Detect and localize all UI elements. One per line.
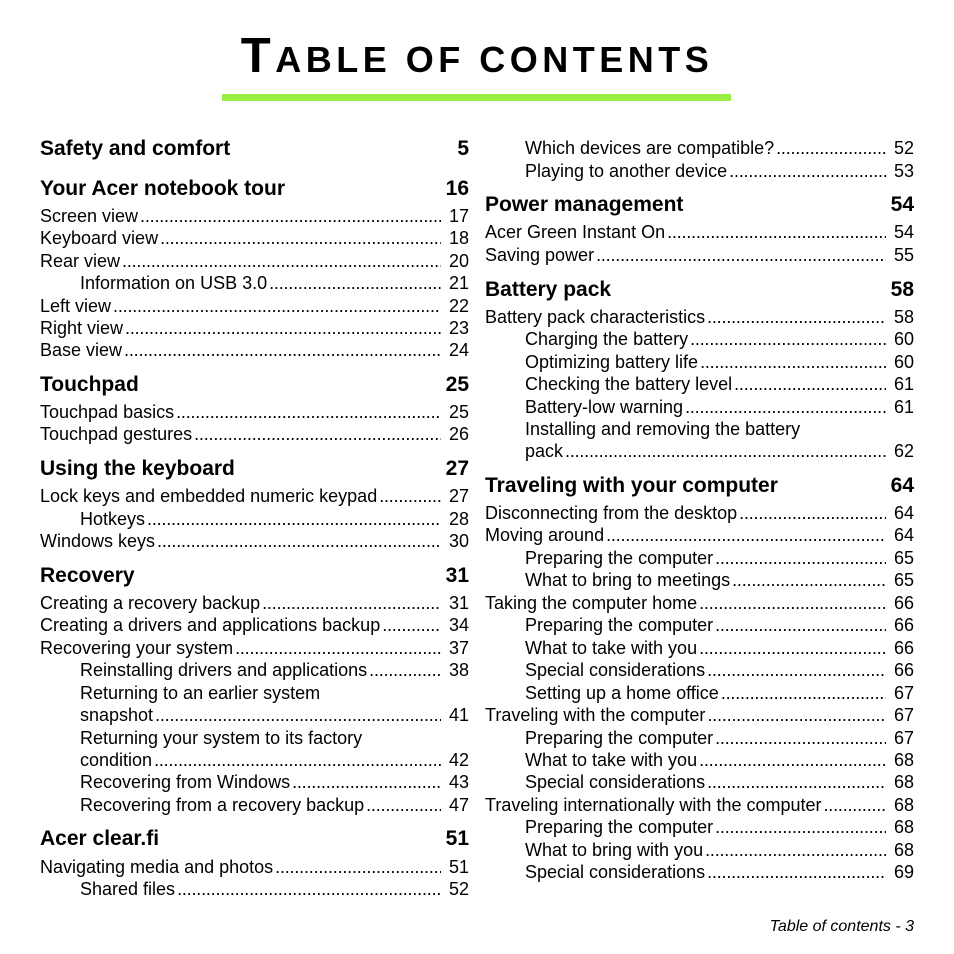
toc-entry[interactable] bbox=[40, 295, 469, 317]
entry-label: Preparing the computer bbox=[525, 817, 714, 837]
dot-leader bbox=[685, 396, 886, 418]
entry-label: Which devices are compatible? bbox=[525, 138, 775, 158]
dot-leader bbox=[734, 373, 886, 395]
toc-entry[interactable] bbox=[40, 794, 469, 816]
toc-entry[interactable] bbox=[485, 244, 914, 266]
section-page: 27 bbox=[445, 457, 469, 480]
toc-entry[interactable] bbox=[485, 440, 914, 462]
entry-label: Recovering your system bbox=[40, 638, 234, 658]
page-title-initial: T bbox=[240, 29, 276, 83]
dot-leader bbox=[292, 771, 441, 793]
entry-page: 66 bbox=[893, 660, 914, 680]
entry-label: Recovering from a recovery backup bbox=[80, 795, 365, 815]
dot-leader bbox=[715, 614, 886, 636]
entry-page: 21 bbox=[448, 273, 469, 293]
dot-leader bbox=[177, 878, 441, 900]
toc-section[interactable] bbox=[40, 456, 469, 482]
entry-label: Right view bbox=[40, 318, 124, 338]
toc-entry[interactable] bbox=[40, 592, 469, 614]
toc-entry-first-line[interactable]: Returning to an earlier system bbox=[80, 683, 321, 703]
entry-page: 68 bbox=[893, 772, 914, 792]
entry-page: 43 bbox=[448, 772, 469, 792]
entry-label: Navigating media and photos bbox=[40, 857, 274, 877]
section-page: 31 bbox=[445, 564, 469, 587]
entry-page: 66 bbox=[893, 615, 914, 635]
entry-page: 67 bbox=[893, 683, 914, 703]
entry-page: 67 bbox=[893, 728, 914, 748]
entry-label: What to bring to meetings bbox=[525, 570, 731, 590]
toc-entry[interactable] bbox=[40, 272, 469, 294]
title-underline bbox=[222, 94, 731, 101]
toc-entry[interactable] bbox=[40, 878, 469, 900]
entry-label: Charging the battery bbox=[525, 329, 689, 349]
entry-label: pack bbox=[525, 441, 564, 461]
entry-page: 65 bbox=[893, 548, 914, 568]
toc-section[interactable] bbox=[40, 372, 469, 398]
entry-page: 62 bbox=[893, 441, 914, 461]
entry-page: 30 bbox=[448, 531, 469, 551]
toc-entry[interactable] bbox=[485, 306, 914, 328]
entry-page: 41 bbox=[448, 705, 469, 725]
entry-label: Saving power bbox=[485, 245, 595, 265]
entry-page: 23 bbox=[448, 318, 469, 338]
entry-label: What to bring with you bbox=[525, 840, 704, 860]
toc-section[interactable] bbox=[40, 176, 469, 202]
section-title: Recovery bbox=[40, 564, 135, 587]
entry-page: 38 bbox=[448, 660, 469, 680]
dot-leader bbox=[729, 160, 886, 182]
toc-section[interactable] bbox=[485, 473, 914, 499]
toc-entry[interactable] bbox=[485, 727, 914, 749]
toc-entry[interactable] bbox=[485, 614, 914, 636]
entry-page: 58 bbox=[893, 307, 914, 327]
toc-entry[interactable] bbox=[485, 659, 914, 681]
entry-page: 61 bbox=[893, 397, 914, 417]
dot-leader bbox=[715, 816, 886, 838]
dot-leader bbox=[124, 339, 441, 361]
entry-page: 31 bbox=[448, 593, 469, 613]
dot-leader bbox=[715, 547, 886, 569]
entry-label: Traveling with the computer bbox=[485, 705, 706, 725]
dot-leader bbox=[707, 704, 886, 726]
entry-label: Reinstalling drivers and applications bbox=[80, 660, 368, 680]
toc-entry[interactable] bbox=[485, 704, 914, 726]
entry-label: condition bbox=[80, 750, 153, 770]
dot-leader bbox=[369, 659, 441, 681]
entry-label: Battery-low warning bbox=[525, 397, 684, 417]
toc-entry[interactable] bbox=[485, 137, 914, 159]
dot-leader bbox=[262, 592, 441, 614]
entry-label: snapshot bbox=[80, 705, 154, 725]
entry-label: Special considerations bbox=[525, 862, 706, 882]
entry-label: Checking the battery level bbox=[525, 374, 733, 394]
page-title bbox=[0, 26, 954, 90]
entry-label: Creating a recovery backup bbox=[40, 593, 261, 613]
entry-label: Setting up a home office bbox=[525, 683, 719, 703]
toc-entry[interactable] bbox=[40, 530, 469, 552]
entry-label: Special considerations bbox=[525, 660, 706, 680]
section-title: Power management bbox=[485, 193, 684, 216]
section-page: 5 bbox=[457, 137, 469, 160]
section-page: 58 bbox=[890, 278, 914, 301]
entry-label: Keyboard view bbox=[40, 228, 159, 248]
toc-entry[interactable] bbox=[40, 659, 469, 681]
toc-entry[interactable] bbox=[40, 401, 469, 423]
toc-entry[interactable] bbox=[485, 502, 914, 524]
entry-label: What to take with you bbox=[525, 750, 698, 770]
dot-leader bbox=[707, 771, 886, 793]
entry-page: 47 bbox=[448, 795, 469, 815]
dot-leader bbox=[113, 295, 441, 317]
dot-leader bbox=[699, 749, 886, 771]
dot-leader bbox=[700, 351, 886, 373]
entry-label: Traveling internationally with the computer bbox=[485, 795, 822, 815]
dot-leader bbox=[721, 682, 886, 704]
entry-page: 61 bbox=[893, 374, 914, 394]
toc-entry[interactable] bbox=[40, 749, 469, 771]
entry-label: Taking the computer home bbox=[485, 593, 698, 613]
entry-label: Disconnecting from the desktop bbox=[485, 503, 738, 523]
toc-entry[interactable] bbox=[40, 614, 469, 636]
entry-page: 65 bbox=[893, 570, 914, 590]
section-title: Traveling with your computer bbox=[485, 474, 778, 497]
dot-leader bbox=[699, 637, 886, 659]
entry-page: 25 bbox=[448, 402, 469, 422]
entry-page: 20 bbox=[448, 251, 469, 271]
dot-leader bbox=[379, 485, 441, 507]
toc-entry-first-line[interactable]: Returning your system to its factory bbox=[80, 728, 363, 748]
entry-page: 68 bbox=[893, 840, 914, 860]
entry-label: Recovering from Windows bbox=[80, 772, 291, 792]
dot-leader bbox=[707, 306, 886, 328]
section-page: 64 bbox=[890, 474, 914, 497]
section-title: Your Acer notebook tour bbox=[40, 177, 286, 200]
toc-entry[interactable] bbox=[40, 771, 469, 793]
entry-label: Preparing the computer bbox=[525, 728, 714, 748]
toc-section[interactable] bbox=[40, 563, 469, 589]
entry-page: 26 bbox=[448, 424, 469, 444]
dot-leader bbox=[275, 856, 441, 878]
entry-page: 55 bbox=[893, 245, 914, 265]
toc-section[interactable] bbox=[485, 192, 914, 218]
entry-page: 64 bbox=[893, 525, 914, 545]
toc-entry[interactable] bbox=[485, 328, 914, 350]
dot-leader bbox=[690, 328, 886, 350]
toc-entry[interactable] bbox=[485, 749, 914, 771]
entry-label: Information on USB 3.0 bbox=[80, 273, 268, 293]
entry-page: 28 bbox=[448, 509, 469, 529]
entry-page: 34 bbox=[448, 615, 469, 635]
toc-entry[interactable] bbox=[40, 637, 469, 659]
dot-leader bbox=[122, 250, 441, 272]
dot-leader bbox=[125, 317, 441, 339]
entry-page: 22 bbox=[448, 296, 469, 316]
toc-entry[interactable] bbox=[485, 524, 914, 546]
entry-label: Preparing the computer bbox=[525, 548, 714, 568]
entry-label: Special considerations bbox=[525, 772, 706, 792]
entry-label: Battery pack characteristics bbox=[485, 307, 706, 327]
dot-leader bbox=[565, 440, 886, 462]
toc-section[interactable] bbox=[485, 277, 914, 303]
entry-page: 68 bbox=[893, 795, 914, 815]
entry-label: Optimizing battery life bbox=[525, 352, 699, 372]
entry-label: Playing to another device bbox=[525, 161, 728, 181]
dot-leader bbox=[176, 401, 441, 423]
entry-page: 53 bbox=[893, 161, 914, 181]
entry-label: Touchpad gestures bbox=[40, 424, 193, 444]
entry-label: Base view bbox=[40, 340, 123, 360]
dot-leader bbox=[235, 637, 441, 659]
dot-leader bbox=[269, 272, 441, 294]
dot-leader bbox=[147, 508, 441, 530]
dot-leader bbox=[154, 749, 441, 771]
dot-leader bbox=[157, 530, 441, 552]
toc-entry[interactable] bbox=[485, 816, 914, 838]
entry-label: Hotkeys bbox=[80, 509, 146, 529]
toc-section[interactable] bbox=[40, 136, 469, 162]
entry-label: Lock keys and embedded numeric keypad bbox=[40, 486, 378, 506]
section-page: 25 bbox=[445, 373, 469, 396]
entry-page: 54 bbox=[893, 222, 914, 242]
dot-leader bbox=[739, 502, 886, 524]
entry-label: Left view bbox=[40, 296, 112, 316]
page-title-rest: ABLE OF CONTENTS bbox=[275, 39, 714, 80]
toc-entry[interactable] bbox=[40, 317, 469, 339]
toc-entry[interactable] bbox=[485, 351, 914, 373]
toc-entry[interactable] bbox=[485, 794, 914, 816]
section-title: Acer clear.fi bbox=[40, 827, 160, 850]
entry-page: 66 bbox=[893, 638, 914, 658]
dot-leader bbox=[705, 839, 886, 861]
entry-page: 60 bbox=[893, 352, 914, 372]
entry-page: 37 bbox=[448, 638, 469, 658]
entry-label: Screen view bbox=[40, 206, 139, 226]
toc-entry[interactable] bbox=[485, 160, 914, 182]
entry-label: Acer Green Instant On bbox=[485, 222, 666, 242]
entry-page: 52 bbox=[448, 879, 469, 899]
entry-page: 66 bbox=[893, 593, 914, 613]
section-page: 16 bbox=[445, 177, 469, 200]
dot-leader bbox=[606, 524, 886, 546]
toc-entry[interactable] bbox=[485, 373, 914, 395]
dot-leader bbox=[160, 227, 441, 249]
dot-leader bbox=[382, 614, 441, 636]
dot-leader bbox=[366, 794, 441, 816]
toc-entry[interactable] bbox=[40, 508, 469, 530]
dot-leader bbox=[776, 137, 886, 159]
toc-entry[interactable] bbox=[485, 637, 914, 659]
dot-leader bbox=[596, 244, 886, 266]
toc-entry[interactable] bbox=[485, 771, 914, 793]
section-page: 51 bbox=[445, 827, 469, 850]
toc-entry[interactable] bbox=[485, 221, 914, 243]
toc-entry[interactable] bbox=[40, 704, 469, 726]
entry-page: 60 bbox=[893, 329, 914, 349]
entry-page: 51 bbox=[448, 857, 469, 877]
entry-label: Rear view bbox=[40, 251, 121, 271]
dot-leader bbox=[155, 704, 441, 726]
entry-label: Windows keys bbox=[40, 531, 156, 551]
toc-entry[interactable] bbox=[40, 423, 469, 445]
section-title: Using the keyboard bbox=[40, 457, 235, 480]
toc-entry[interactable] bbox=[485, 569, 914, 591]
dot-leader bbox=[732, 569, 886, 591]
toc-entry[interactable] bbox=[40, 856, 469, 878]
entry-page: 69 bbox=[893, 862, 914, 882]
dot-leader bbox=[194, 423, 441, 445]
toc-entry[interactable] bbox=[40, 205, 469, 227]
entry-page: 27 bbox=[448, 486, 469, 506]
entry-label: Moving around bbox=[485, 525, 605, 545]
toc-entry-first-line[interactable]: Installing and removing the battery bbox=[525, 419, 801, 439]
dot-leader bbox=[824, 794, 887, 816]
toc-entry[interactable] bbox=[40, 485, 469, 507]
section-title: Touchpad bbox=[40, 373, 139, 396]
entry-label: Creating a drivers and applications backup bbox=[40, 615, 381, 635]
entry-page: 17 bbox=[448, 206, 469, 226]
entry-page: 52 bbox=[893, 138, 914, 158]
dot-leader bbox=[140, 205, 441, 227]
toc-entry[interactable] bbox=[40, 250, 469, 272]
entry-page: 68 bbox=[893, 750, 914, 770]
toc-section[interactable] bbox=[40, 826, 469, 852]
dot-leader bbox=[715, 727, 886, 749]
entry-label: Shared files bbox=[80, 879, 176, 899]
toc-entry[interactable] bbox=[485, 861, 914, 883]
toc-entry[interactable] bbox=[40, 227, 469, 249]
dot-leader bbox=[699, 592, 886, 614]
entry-label: Touchpad basics bbox=[40, 402, 175, 422]
dot-leader bbox=[707, 659, 886, 681]
entry-label: Preparing the computer bbox=[525, 615, 714, 635]
section-title: Safety and comfort bbox=[40, 137, 231, 160]
toc-entry[interactable] bbox=[485, 592, 914, 614]
toc-entry[interactable] bbox=[485, 396, 914, 418]
entry-page: 68 bbox=[893, 817, 914, 837]
dot-leader bbox=[667, 221, 886, 243]
entry-page: 64 bbox=[893, 503, 914, 523]
section-title: Battery pack bbox=[485, 278, 612, 301]
entry-page: 42 bbox=[448, 750, 469, 770]
section-page: 54 bbox=[890, 193, 914, 216]
page-footer: Table of contents - 3 bbox=[769, 918, 914, 935]
dot-leader bbox=[707, 861, 886, 883]
toc-entry[interactable] bbox=[485, 682, 914, 704]
entry-page: 24 bbox=[448, 340, 469, 360]
toc-entry[interactable] bbox=[40, 339, 469, 361]
entry-page: 67 bbox=[893, 705, 914, 725]
toc-entry[interactable] bbox=[485, 839, 914, 861]
entry-page: 18 bbox=[448, 228, 469, 248]
entry-label: What to take with you bbox=[525, 638, 698, 658]
toc-entry[interactable] bbox=[485, 547, 914, 569]
